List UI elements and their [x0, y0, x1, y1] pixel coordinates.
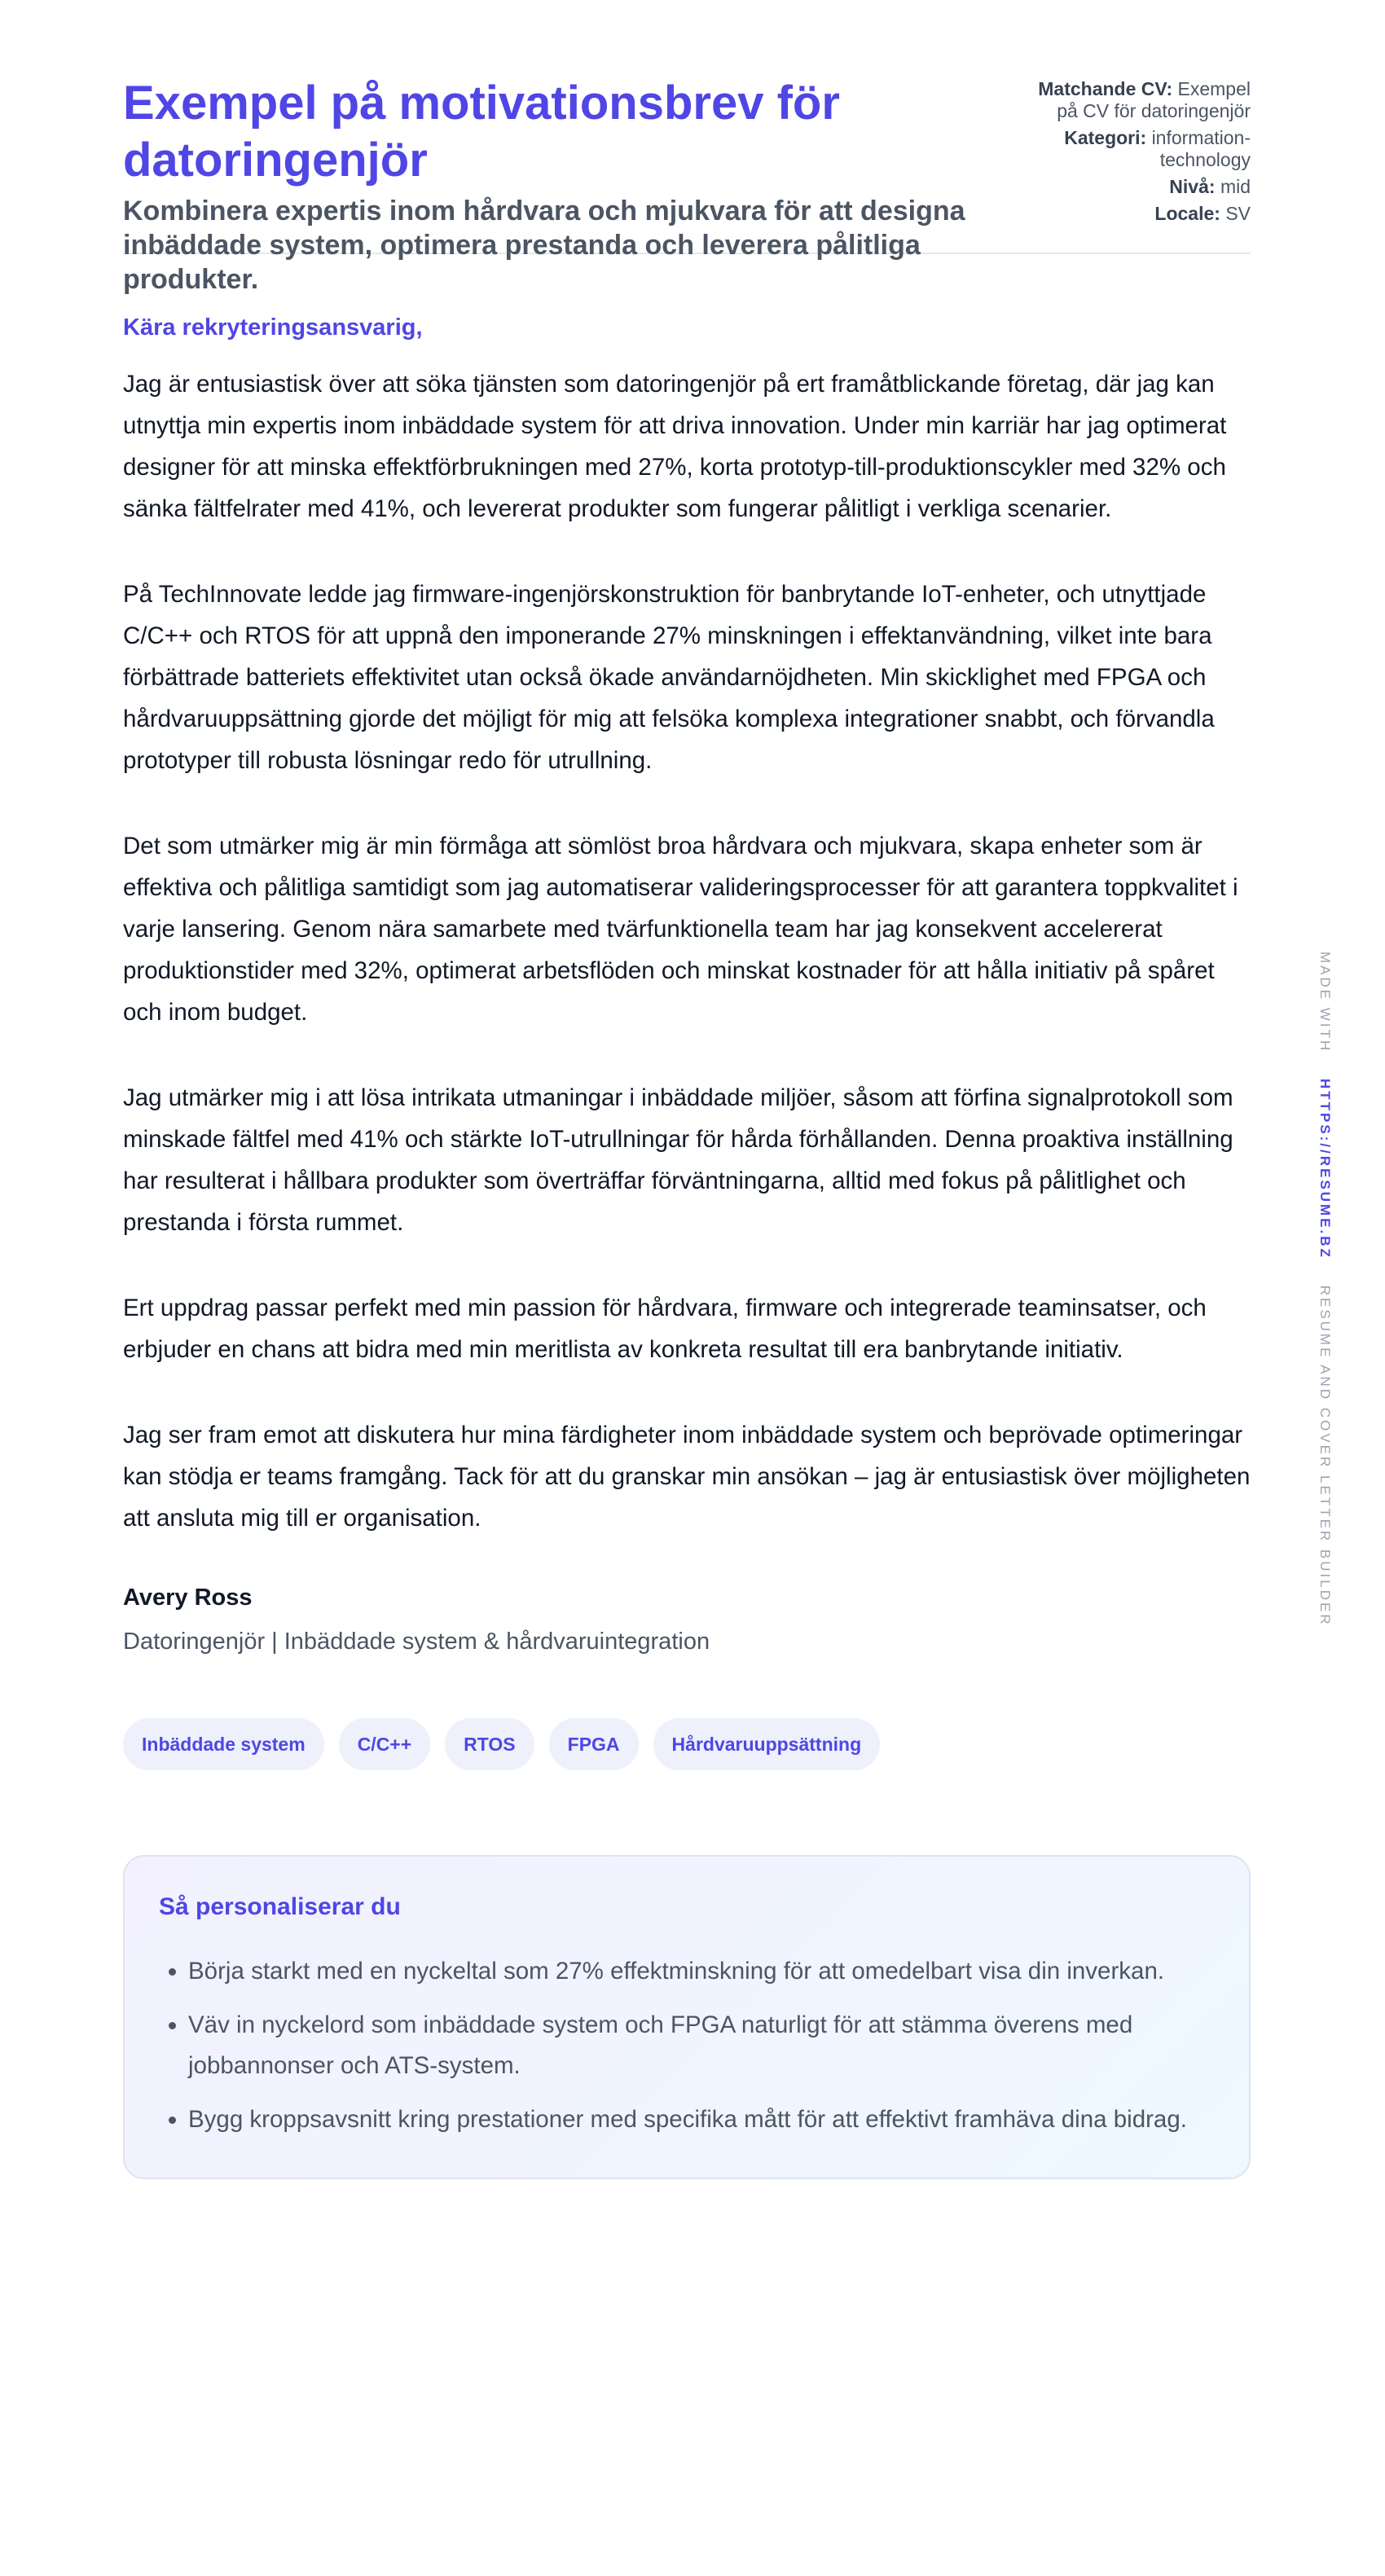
page-subtitle: Kombinera expertis inom hårdvara och mjukvara för att designa inbäddade system, optimera prestanda och leverera pålitliga produkter.: [123, 196, 965, 295]
signature-title: Datoringenjör | Inbäddade system & hårdvaruintegration: [123, 1629, 710, 1655]
skill-tag: RTOS: [445, 1718, 534, 1770]
meta-level: [1022, 176, 1251, 198]
tip-item: • Börja starkt med en nyckeltal som 27% effektminskning för att omedelbart visa din inverkan.: [188, 1951, 1215, 1992]
builder-tagline: RESUME AND COVER LETTER BUILDER: [1317, 1285, 1333, 1627]
meta-level-value: mid: [1220, 176, 1251, 197]
letter-paragraph: Jag ser fram emot att diskutera hur mina färdigheter inom inbäddade system och beprövade optimeringar kan stödja er teams framgång. Tack för att du granskar min ansökan – jag är entusiastisk över möjligheten att ansluta mig till er organisation.: [123, 1422, 1251, 1532]
tip-item: • Bygg kroppsavsnitt kring prestationer med specifika mått för att effektivt framhäva dina bidrag.: [188, 2099, 1215, 2140]
personalization-tips-box: [123, 1855, 1251, 2179]
letter-paragraph: Jag utmärker mig i att lösa intrikata utmaningar i inbäddade miljöer, såsom att förfina signalprotokoll som minskade fältfel med 41% och stärkte IoT-utrullningar för hårda förhållanden. Denna proaktiva inställning har resulterat i hållbara produkter som överträffar förväntningarna, alltid med fokus på pålitlighet och prestanda i första rummet.: [123, 1084, 1233, 1236]
made-with-label: MADE WITH: [1317, 952, 1333, 1053]
letter-paragraph: Det som utmärker mig är min förmåga att sömlöst broa hårdvara och mjukvara, skapa enheter som är effektiva och pålitliga samtidigt som jag automatiserar valideringsprocesser för att garantera toppkvalitet i varje lansering. Genom nära samarbete med tvärfunktionella team har jag konsekvent accelererat produktionstider med 32%, optimerat arbetsflöden och minskat kostnader för att hålla initiativ på spåret och inom budget.: [123, 833, 1238, 1026]
signature-name: Avery Ross: [123, 1585, 253, 1611]
meta-locale: [1022, 203, 1251, 225]
resume-bz-link[interactable]: HTTPS://RESUME.BZ: [1317, 1079, 1333, 1259]
skill-tag: Inbäddade system: [123, 1718, 324, 1770]
header: [123, 0, 1251, 295]
meta-category-key: Kategori:: [1064, 127, 1147, 148]
cover-letter-page: [123, 0, 1251, 2179]
made-with-sidebar: [1317, 952, 1333, 1627]
meta-cv: [1022, 78, 1251, 122]
tips-title: Så personaliserar du: [159, 1893, 401, 1920]
meta-cv-value[interactable]: Exempel på CV för datoringenjör: [1057, 78, 1251, 121]
meta-locale-value: SV: [1225, 203, 1251, 224]
salutation: Kära rekryteringsansvarig,: [123, 314, 423, 341]
meta-category-value: information-technology: [1151, 127, 1251, 170]
meta-level-key: Nivå:: [1169, 176, 1216, 197]
meta-category: [1022, 127, 1251, 171]
tip-item: • Väv in nyckelord som inbäddade system och FPGA naturligt för att stämma överens med jobbannonser och ATS-system.: [188, 2005, 1215, 2086]
letter-body: [123, 363, 1251, 1539]
page-title: Exempel på motivationsbrev för datoringenjör: [123, 77, 840, 187]
tips-list: [159, 1951, 1215, 2140]
letter-paragraph: Ert uppdrag passar perfekt med min passion för hårdvara, firmware och integrerade teaminsatser, och erbjuder en chans att bidra med min meritlista av konkreta resultat till era banbrytande initiativ.: [123, 1295, 1207, 1363]
skill-tag: Hårdvaruuppsättning: [653, 1718, 881, 1770]
meta-panel: [1022, 78, 1251, 230]
meta-locale-key: Locale:: [1154, 203, 1220, 224]
letter-paragraph: På TechInnovate ledde jag firmware-ingenjörskonstruktion för banbrytande IoT-enheter, och utnyttjade C/C++ och RTOS för att uppnå den imponerande 27% minskningen i effektanvändning, vilket inte bara förbättrade batteriets effektivitet utan också ökade användarnöjdheten. Min skicklighet med FPGA och hårdvaruuppsättning gjorde det möjligt för mig att felsöka komplexa integrationer snabbt, och förvandla prototyper till robusta lösningar redo för utrullning.: [123, 581, 1215, 774]
skill-tags: [123, 1718, 1251, 1770]
letter-paragraph: Jag är entusiastisk över att söka tjänsten som datoringenjör på ert framåtblickande företag, där jag kan utnyttja min expertis inom inbäddade system för att driva innovation. Under min karriär har jag optimerat designer för att minska effektförbrukningen med 27%, korta prototyp-till-produktionscykler med 32% och sänka fältfelrater med 41%, och levererat produkter som fungerar pålitligt i verkliga scenarier.: [123, 371, 1227, 522]
skill-tag: C/C++: [339, 1718, 430, 1770]
meta-cv-key: Matchande CV:: [1038, 78, 1173, 99]
skill-tag: FPGA: [549, 1718, 639, 1770]
